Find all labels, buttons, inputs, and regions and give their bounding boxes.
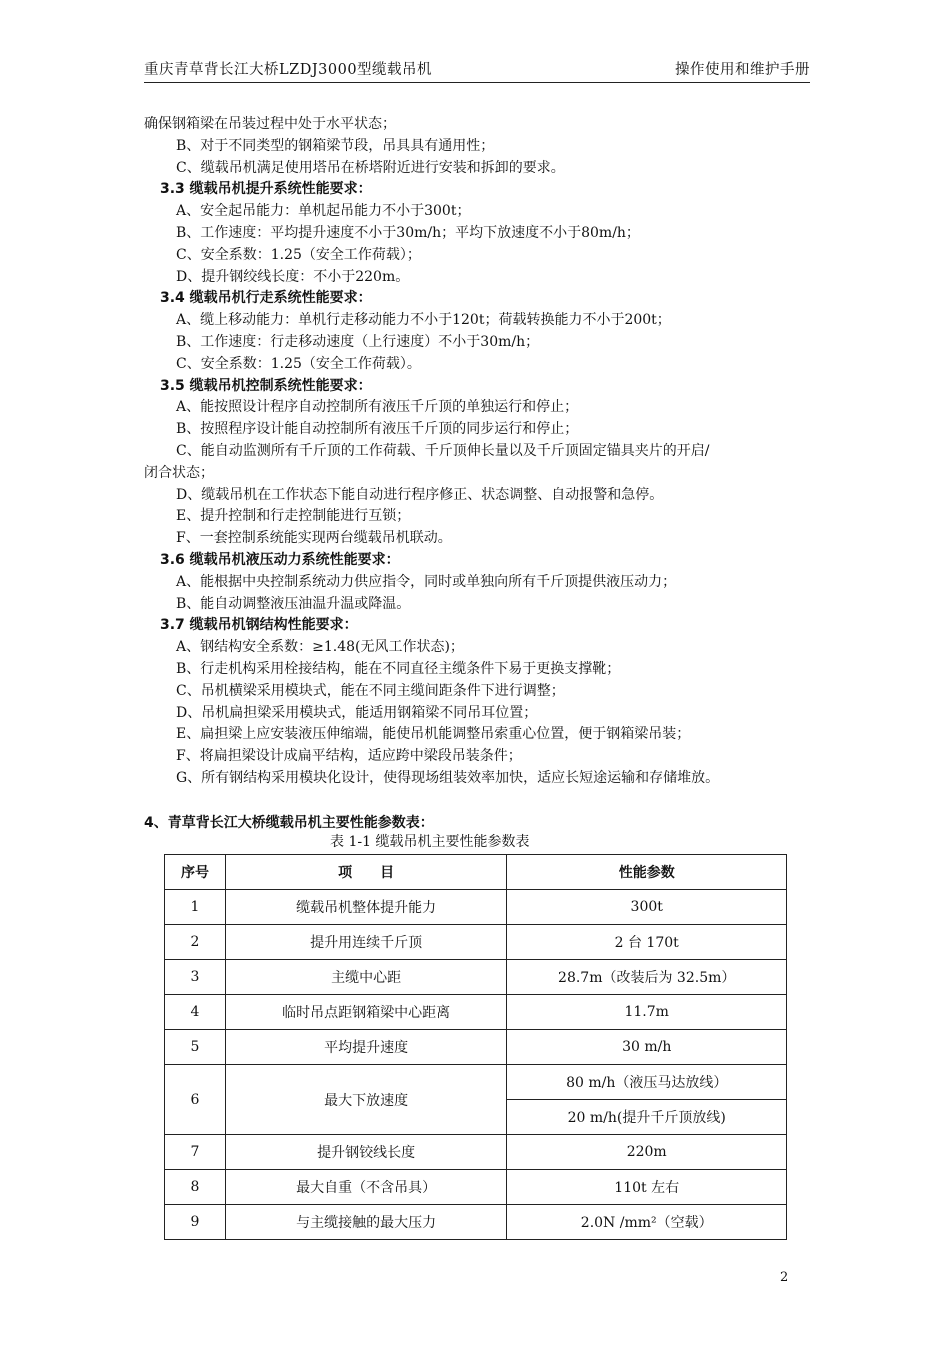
row-item: 与主缆接触的最大压力 [225,1205,507,1240]
row-value: 220m [507,1135,787,1170]
section-4-title: 4、青草背长江大桥缆载吊机主要性能参数表： [144,815,434,831]
row-value-secondary: 20 m/h(提升千斤顶放线) [507,1100,787,1135]
table-row [165,960,787,995]
body-line: F、将扁担梁设计成扁平结构，适应跨中梁段吊装条件； [176,748,522,765]
row-no: 6 [165,1065,226,1135]
body-line: B、行走机构采用栓接结构，能在不同直径主缆条件下易于更换支撑靴； [176,661,621,677]
body-line: A、能根据中央控制系统动力供应指令，同时或单独向所有千斤顶提供液压动力； [176,573,677,590]
row-value: 110t 左右 [507,1170,787,1205]
header-title: 重庆青草背长江大桥LZDJ3000型缆载吊机 [144,62,433,78]
body-line: E、扁担梁上应安装液压伸缩端，能使吊机能调整吊索重心位置，便于钢箱梁吊装； [176,726,691,743]
table-row [165,1030,787,1065]
row-no: 1 [165,890,226,925]
row-value: 2.0N /mm²（空载） [507,1205,787,1240]
row-item: 最大下放速度 [225,1065,507,1135]
body-line: B、工作速度：平均提升速度不小于30m/h；平均下放速度不小于80m/h； [176,225,640,241]
page-number: 2 [780,1270,789,1285]
body-line: B、工作速度：行走移动速度（上行速度）不小于30m/h； [176,334,540,350]
row-item: 缆载吊机整体提升能力 [225,890,507,925]
header-value: 性能参数 [507,855,787,890]
section-heading: 3.6 缆载吊机液压动力系统性能要求： [160,552,400,568]
table-row [165,1135,787,1170]
section-heading: 3.3 缆载吊机提升系统性能要求： [160,181,372,198]
row-no: 3 [165,960,226,995]
section-heading: 3.5 缆载吊机控制系统性能要求： [160,377,372,394]
body-line: D、吊机扁担梁采用模块式，能适用钢箱梁不同吊耳位置； [176,704,538,721]
body-line: B、能自动调整液压油温升温或降温。 [176,595,411,612]
body-line: A、安全起吊能力：单机起吊能力不小于300t； [176,203,471,220]
row-item: 最大自重（不含吊具） [225,1170,507,1205]
body-line: B、对于不同类型的钢箱梁节段，吊具具有通用性； [176,137,495,154]
row-value: 300t [507,890,787,925]
body-line: A、能按照设计程序自动控制所有液压千斤顶的单独运行和停止； [176,399,579,416]
body-line: F、一套控制系统能实现两台缆载吊机联动。 [176,530,452,547]
body-line: C、安全系数：1.25（安全工作荷载）； [176,246,421,263]
table-header-row [165,855,787,890]
section-heading: 3.4 缆载吊机行走系统性能要求： [160,290,372,307]
body-line: G、所有钢结构采用模块化设计，使得现场组装效率加快，适应长短途运输和存储堆放。 [176,770,720,786]
row-value: 28.7m（改装后为 32.5m） [507,960,787,995]
body-line: A、钢结构安全系数：≥1.48(无风工作状态)； [176,639,464,656]
row-value: 11.7m [507,995,787,1030]
row-item: 平均提升速度 [225,1030,507,1065]
table-row [165,925,787,960]
body-line: C、安全系数：1.25（安全工作荷载）。 [176,355,421,372]
header-manual-name: 操作使用和维护手册 [675,62,810,78]
row-item: 提升钢铰线长度 [225,1135,507,1170]
row-no: 9 [165,1205,226,1240]
body-line: A、缆上移动能力：单机行走移动能力不小于120t；荷载转换能力不小于200t； [176,312,671,329]
row-item: 提升用连续千斤顶 [225,925,507,960]
body-line: D、提升钢绞线长度：不小于220m。 [176,268,410,285]
row-value: 2 台 170t [507,925,787,960]
body-line: C、吊机横梁采用模块式，能在不同主缆间距条件下进行调整； [176,682,565,699]
row-item: 主缆中心距 [225,960,507,995]
params-table [164,854,787,1240]
table-row [165,1170,787,1205]
table-row [165,995,787,1030]
row-value: 30 m/h [507,1030,787,1065]
section-heading: 3.7 缆载吊机钢结构性能要求： [160,617,358,634]
page-header [144,58,810,83]
row-no: 7 [165,1135,226,1170]
body-line: E、提升控制和行走控制能进行互锁； [176,508,411,525]
table-row [165,1205,787,1240]
table-caption: 表 1-1 缆载吊机主要性能参数表 [330,834,530,850]
row-no: 5 [165,1030,226,1065]
row-no: 8 [165,1170,226,1205]
body-line: D、缆载吊机在工作状态下能自动进行程序修正、状态调整、自动报警和急停。 [176,486,664,503]
row-no: 4 [165,995,226,1030]
body-line: 闭合状态； [144,464,214,481]
header-no: 序号 [165,855,226,890]
row-item: 临时吊点距钢箱梁中心距离 [225,995,507,1030]
row-no: 2 [165,925,226,960]
body-line: 确保钢箱梁在吊装过程中处于水平状态； [144,116,396,132]
header-item: 项 目 [225,855,507,890]
body-line: C、缆载吊机满足使用塔吊在桥塔附近进行安装和拆卸的要求。 [176,159,565,176]
table-row [165,1065,787,1100]
table-row [165,890,787,925]
body-line: C、能自动监测所有千斤顶的工作荷载、千斤顶伸长量以及千斤顶固定锚具夹片的开启/ [176,443,710,459]
row-value: 80 m/h（液压马达放线） [507,1065,787,1100]
body-line: B、按照程序设计能自动控制所有液压千斤顶的同步运行和停止； [176,421,579,438]
